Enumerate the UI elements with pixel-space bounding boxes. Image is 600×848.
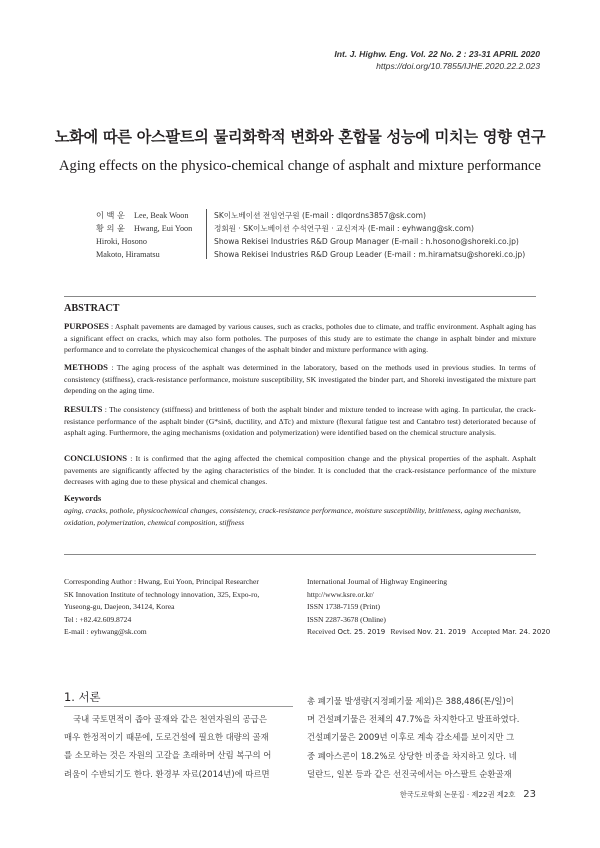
doi-link[interactable]: https://doi.org/10.7855/IJHE.2020.22.2.023 — [376, 61, 540, 71]
section-heading-intro: 1. 서론 — [64, 690, 101, 704]
section-heading-rule — [64, 706, 293, 707]
accepted-label: Accepted — [471, 627, 500, 637]
intro-left-column — [64, 710, 293, 783]
results-text: : The consistency (stiffness) and brittleness of both the asphalt binder and mixture tended to increase with aging. In particular, the crack-resistance performance of the asphalt binder (G*sinδ, ductility, and ΔTc) and mixture (flexural fatigue test and Cantabro test) deteriorated because of asphalt aging. Furthermore, the aging mechanisms (oxidation and polymerization) were identified based on the chemical structure analysis. — [64, 405, 536, 438]
accepted-date: Mar. 24. 2020 — [502, 628, 551, 637]
abstract-bottom-rule — [64, 554, 536, 555]
keywords-text: aging, cracks, pothole, physicochemical changes, consistency, crack-resistance performance, moisture susceptibility, brittleness, aging mechanism, oxidation, polymerization, chemical composition, stiffness — [64, 506, 521, 527]
issn-print: ISSN 1738-7159 (Print) — [307, 602, 380, 612]
methods-text: : The aging process of the asphalt was determined in the laboratory, based on the methods used in previous studies. In terms of consistency (stiffness), crack-resistance performance, moisture susceptibility, SK investigated the binder part, and Shoreki investigated the mixture part depending on the aging time. — [64, 363, 536, 396]
affiliation-2: 정회원 · SK이노베이션 수석연구원 · 교신저자 (E-mail : eyhwang@sk.com) — [214, 224, 474, 233]
abstract-methods — [64, 362, 536, 397]
journal-name: International Journal of Highway Engineering — [307, 577, 448, 586]
author-affiliations — [214, 209, 525, 261]
intro-right-line: 중 폐아스콘이 18.2%로 상당한 비중을 차지하고 있다. 네 — [307, 750, 517, 761]
affiliation-3: Showa Rekisei Industries R&D Group Manager (E-mail : h.hosono@shoreki.co.jp) — [214, 237, 519, 246]
keywords-heading: Keywords — [64, 493, 102, 503]
author-3-en: Hiroki, Hosono — [96, 237, 147, 246]
intro-left-line: 려움이 수반되기도 한다. 환경부 자료(2014년)에 따르면 — [64, 768, 270, 779]
page-number: 23 — [523, 789, 536, 800]
corresponding-line-2: SK Innovation Institute of technology innovation, 325, Expo-ro, — [64, 589, 260, 599]
revised-date: Nov. 21. 2019 — [417, 628, 466, 637]
page-footer — [400, 789, 536, 800]
received-date: Oct. 25. 2019 — [337, 628, 386, 637]
issn-online: ISSN 2287-3678 (Online) — [307, 614, 386, 624]
abstract-conclusions — [64, 453, 536, 488]
intro-right-line: 총 폐기물 발생량(지정폐기물 제외)은 388,486(톤/일)이 — [307, 696, 514, 706]
intro-right-column — [307, 692, 536, 783]
purposes-text: : Asphalt pavements are damaged by various causes, such as cracks, potholes due to climate, and traffic environment. Asphalt aging has a significant effect on cracks, which may also form potholes. The purposes of this study are to estimate the change in asphalt binder and mixture performance and to correlate the physicochemical changes of the asphalt binder and mixture performance with aging. — [64, 322, 536, 355]
author-1-ko: 이 백 운 — [96, 210, 125, 220]
author-divider — [206, 209, 207, 259]
journal-citation — [334, 48, 540, 72]
author-1-en: Lee, Beak Woon — [134, 211, 189, 220]
intro-right-line: 며 건설폐기물은 전체의 47.7%을 차지한다고 발표하였다. — [307, 714, 520, 725]
abstract-heading: ABSTRACT — [64, 303, 120, 314]
intro-left-line: 매우 한정적이기 때문에, 도로건설에 필요한 대량의 골재 — [64, 732, 269, 743]
intro-right-line: 건설폐기물은 2009년 이후로 계속 감소세를 보이지만 그 — [307, 732, 515, 743]
methods-label: METHODS — [64, 362, 108, 372]
affiliation-4: Showa Rekisei Industries R&D Group Leader (E-mail : m.hiramatsu@shoreki.co.jp) — [214, 250, 526, 259]
corresponding-author-block — [64, 576, 289, 639]
results-label: RESULTS — [64, 404, 103, 414]
author-2-en: Hwang, Eui Yoon — [134, 224, 193, 233]
received-label: Received — [307, 627, 336, 637]
corresponding-line-1: Corresponding Author : Hwang, Eui Yoon, Principal Researcher — [64, 577, 259, 586]
corresponding-line-3: Yuseong-gu, Daejeon, 34124, Korea — [64, 602, 175, 612]
author-3 — [96, 235, 192, 248]
footer-journal: 한국도로학회 논문집 · 제22권 제2호 — [399, 790, 516, 799]
journal-info-block — [307, 576, 551, 639]
journal-line: Int. J. Highw. Eng. Vol. 22 No. 2 : 23-31 APRIL 2020 — [334, 49, 540, 59]
corresponding-email[interactable]: E-mail : eyhwang@sk.com — [64, 627, 147, 637]
corresponding-tel: Tel : +82.42.609.8724 — [64, 614, 132, 624]
intro-left-line: 를 소모하는 것은 자원의 고갈을 초래하며 산림 복구의 어 — [64, 750, 272, 761]
journal-url[interactable]: http://www.ksre.or.kr/ — [307, 589, 374, 599]
received-revised-accepted — [307, 626, 551, 639]
purposes-label: PURPOSES — [64, 321, 109, 331]
revised-label: Revised — [390, 627, 415, 637]
title-korean: 노화에 따른 아스팔트의 물리화학적 변화와 혼합물 성능에 미치는 영향 연구 — [54, 128, 546, 146]
author-2-ko: 황 의 윤 — [96, 223, 125, 233]
title-english: Aging effects on the physico-chemical change of asphalt and mixture performance — [59, 158, 541, 174]
abstract-top-rule — [64, 296, 536, 297]
author-4 — [96, 248, 192, 261]
author-4-en: Makoto, Hiramatsu — [96, 250, 160, 259]
abstract-purposes — [64, 321, 536, 356]
intro-left-line: 국내 국토면적이 좁아 골재와 같은 천연자원의 공급은 — [73, 714, 267, 724]
conclusions-text: : It is confirmed that the aging affected the chemical composition change and the physical properties of the asphalt. Asphalt pavements are significantly affected by the aging characteristics of the binder. It is concluded that the crack-resistance performance of the mixture decreases with aging due to these physical and chemical changes. — [64, 454, 536, 487]
author-names — [96, 209, 192, 261]
author-1 — [96, 209, 192, 222]
intro-right-line: 덜란드, 일본 등과 같은 선진국에서는 아스팔트 순환골재 — [307, 768, 512, 779]
conclusions-label: CONCLUSIONS — [64, 453, 128, 463]
affiliation-1: SK이노베이션 전임연구원 (E-mail : dlqordns3857@sk.com) — [214, 211, 426, 220]
author-2 — [96, 222, 192, 235]
abstract-results — [64, 404, 536, 439]
